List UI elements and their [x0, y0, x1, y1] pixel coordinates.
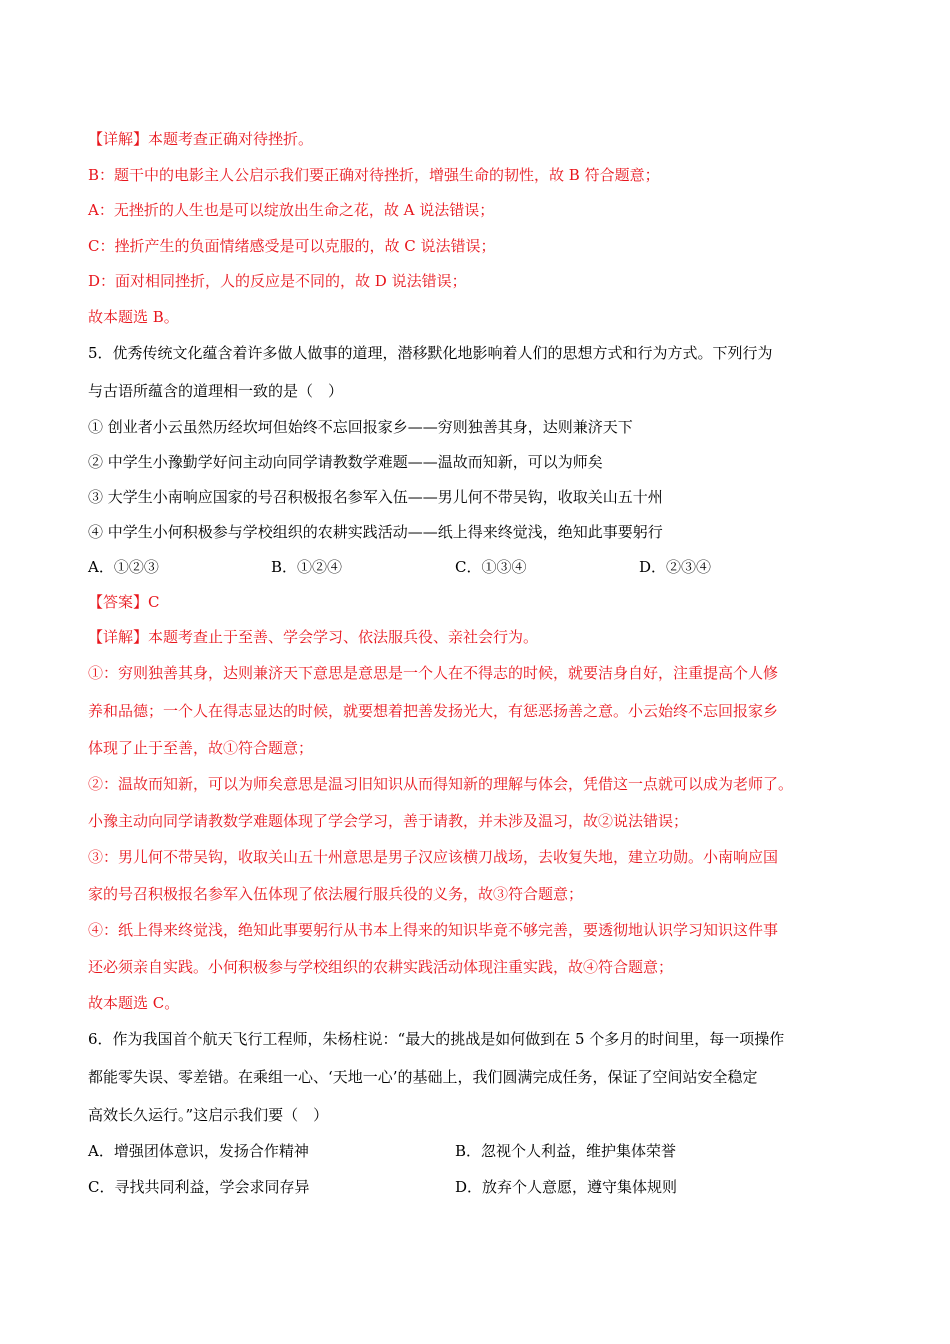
- q6-option-d: D．放弃个人意愿，遵守集体规则: [455, 1178, 678, 1196]
- q4-detail-line: C：挫折产生的负面情绪感受是可以克服的，故 C 说法错误；: [88, 237, 496, 255]
- q5-detail-line: ①：穷则独善其身，达则兼济天下意思是意思是一个人在不得志的时候，就要洁身自好，注重提高个人修: [88, 664, 779, 682]
- q5-item: ④ 中学生小何积极参与学校组织的农耕实践活动——纸上得来终觉浅，绝知此事要躬行: [88, 523, 663, 541]
- q5-stem: 5．优秀传统文化蕴含着许多做人做事的道理，潜移默化地影响着人们的思想方式和行为方式。下列行为: [88, 344, 773, 362]
- q5-detail-line: 养和品德；一个人在得志显达的时候，就要想着把善发扬光大，有惩恶扬善之意。小云始终不忘回报家乡: [88, 702, 779, 720]
- q5-option-b: B．①②④: [271, 558, 343, 576]
- q4-detail-line: A：无挫折的人生也是可以绽放出生命之花，故 A 说法错误；: [88, 201, 495, 219]
- q5-detail-line: ②：温故而知新，可以为师矣意思是温习旧知识从而得知新的理解与体会，凭借这一点就可以成为老师了。: [88, 775, 794, 793]
- q6-stem: 高效长久运行。”这启示我们要（ ）: [88, 1106, 329, 1124]
- q6-option-a: A．增强团体意识，发扬合作精神: [88, 1142, 309, 1160]
- q5-detail-heading: 【详解】本题考查止于至善、学会学习、依法服兵役、亲社会行为。: [88, 628, 539, 646]
- q5-conclusion: 故本题选 C。: [88, 994, 180, 1012]
- q5-detail-line: 体现了止于至善，故①符合题意；: [88, 739, 314, 757]
- q5-answer: 【答案】C: [88, 593, 160, 611]
- q5-option-d: D．②③④: [639, 558, 712, 576]
- q6-stem: 都能零失误、零差错。在乘组一心、‘天地一心’的基础上，我们圆满完成任务，保证了空间站安全稳定: [88, 1068, 758, 1086]
- q5-detail-line: ③：男儿何不带吴钩，收取关山五十州意思是男子汉应该横刀战场，去收复失地，建立功勋。小南响应国: [88, 848, 779, 866]
- q5-detail-line: 家的号召积极报名参军入伍体现了依法履行服兵役的义务，故③符合题意；: [88, 885, 584, 903]
- q6-option-b: B．忽视个人利益，维护集体荣誉: [455, 1142, 677, 1160]
- q5-item: ③ 大学生小南响应国家的号召积极报名参军入伍——男儿何不带吴钩，收取关山五十州: [88, 488, 663, 506]
- q5-stem: 与古语所蕴含的道理相一致的是（ ）: [88, 382, 344, 400]
- q5-detail-line: ④：纸上得来终觉浅，绝知此事要躬行从书本上得来的知识毕竟不够完善，要透彻地认识学习知识这件事: [88, 921, 779, 939]
- q6-option-c: C．寻找共同利益，学会求同存异: [88, 1178, 310, 1196]
- q5-option-a: A．①②③: [88, 558, 159, 576]
- q5-detail-line: 还必须亲自实践。小何积极参与学校组织的农耕实践活动体现注重实践，故④符合题意；: [88, 958, 674, 976]
- q4-detail-line: D：面对相同挫折，人的反应是不同的，故 D 说法错误；: [88, 272, 467, 290]
- q5-item: ① 创业者小云虽然历经坎坷但始终不忘回报家乡——穷则独善其身，达则兼济天下: [88, 418, 633, 436]
- q6-stem: 6．作为我国首个航天飞行工程师，朱杨柱说：“最大的挑战是如何做到在 5 个多月的时间里，每一项操作: [88, 1030, 785, 1048]
- q4-detail-heading: 【详解】本题考查正确对待挫折。: [88, 130, 314, 148]
- q4-conclusion: 故本题选 B。: [88, 308, 179, 326]
- q4-detail-line: B：题干中的电影主人公启示我们要正确对待挫折，增强生命的韧性，故 B 符合题意；: [88, 166, 660, 184]
- q5-item: ② 中学生小豫勤学好问主动向同学请教数学难题——温故而知新，可以为师矣: [88, 453, 603, 471]
- q5-option-c: C．①③④: [455, 558, 527, 576]
- q5-detail-line: 小豫主动向同学请教数学难题体现了学会学习，善于请教，并未涉及温习，故②说法错误；: [88, 812, 689, 830]
